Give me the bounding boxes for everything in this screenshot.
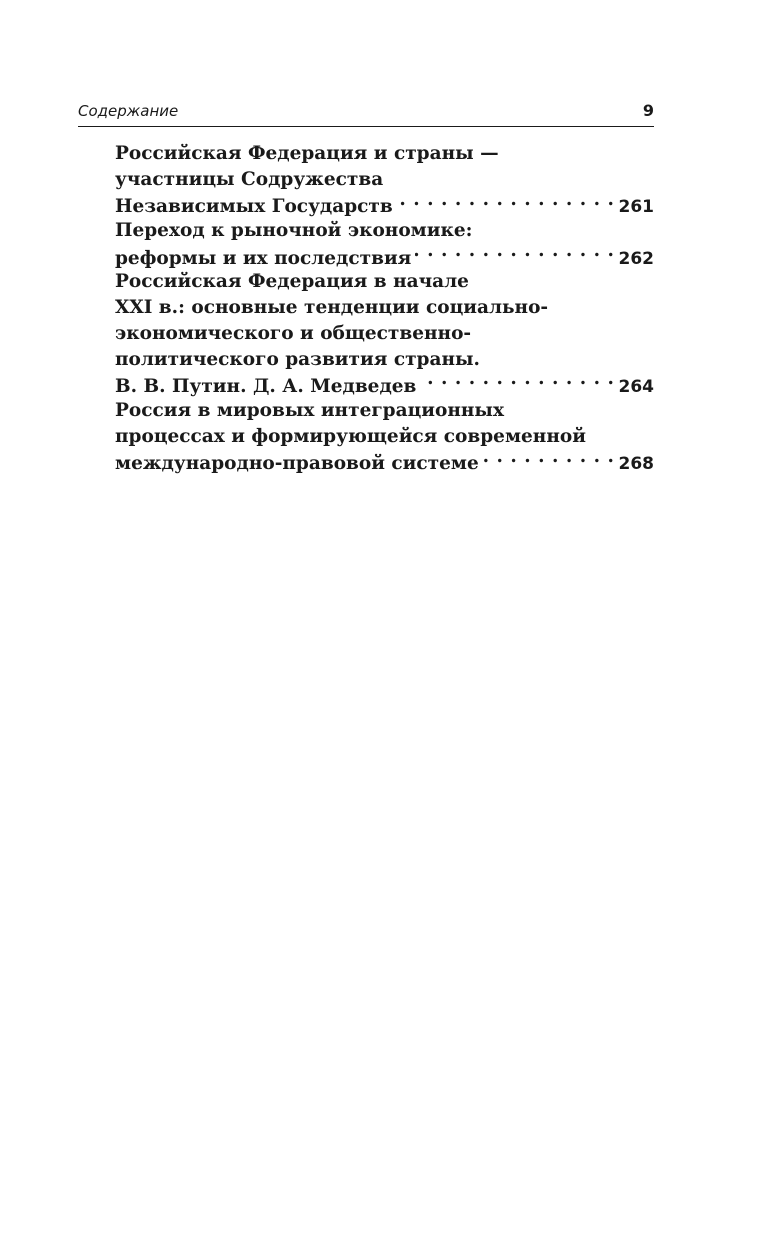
dot-leader <box>415 244 614 264</box>
toc-entry-last-line <box>115 192 654 218</box>
toc-entry-line: В. В. Путин. Д. А. Медведев <box>115 376 417 398</box>
toc-entry-last-line <box>115 372 654 398</box>
table-of-contents <box>115 141 654 475</box>
toc-entry-line: Российская Федерация и страны — <box>115 143 499 164</box>
toc-entry-line: участницы Содружества <box>115 168 384 190</box>
toc-page-number: 264 <box>618 377 654 398</box>
dot-leader <box>483 449 615 469</box>
running-title: Содержание <box>78 102 179 120</box>
toc-entry-line: политического развития страны. <box>115 348 480 370</box>
toc-entry-line: Независимых Государств <box>115 196 393 218</box>
toc-entry[interactable] <box>115 398 654 475</box>
toc-entry-line: экономического и общественно- <box>115 322 472 344</box>
toc-entry-line: международно-правовой системе <box>115 453 479 475</box>
running-head <box>78 100 654 127</box>
toc-page-number: 261 <box>618 197 654 218</box>
toc-page-number: 262 <box>618 248 654 269</box>
toc-entry-line: Россия в мировых интеграционных <box>115 399 504 421</box>
toc-entry[interactable] <box>115 269 654 397</box>
toc-page-number: 268 <box>618 454 654 475</box>
toc-entry-last-line <box>115 449 654 475</box>
dot-leader <box>420 372 614 392</box>
toc-entry-line: реформы и их последствия <box>115 247 412 269</box>
page-number: 9 <box>642 101 654 120</box>
toc-entry-line: процессах и формирующейся современной <box>115 425 586 447</box>
toc-entry-line: Переход к рыночной экономике: <box>115 220 473 242</box>
toc-entry[interactable] <box>115 218 654 269</box>
toc-entry-last-line <box>115 244 654 270</box>
dot-leader <box>397 192 615 212</box>
toc-entry-line: XXI в.: основные тенденции социально- <box>115 297 549 319</box>
toc-entry[interactable] <box>115 141 654 218</box>
toc-entry-line: Российская Федерация в начале <box>115 271 469 293</box>
